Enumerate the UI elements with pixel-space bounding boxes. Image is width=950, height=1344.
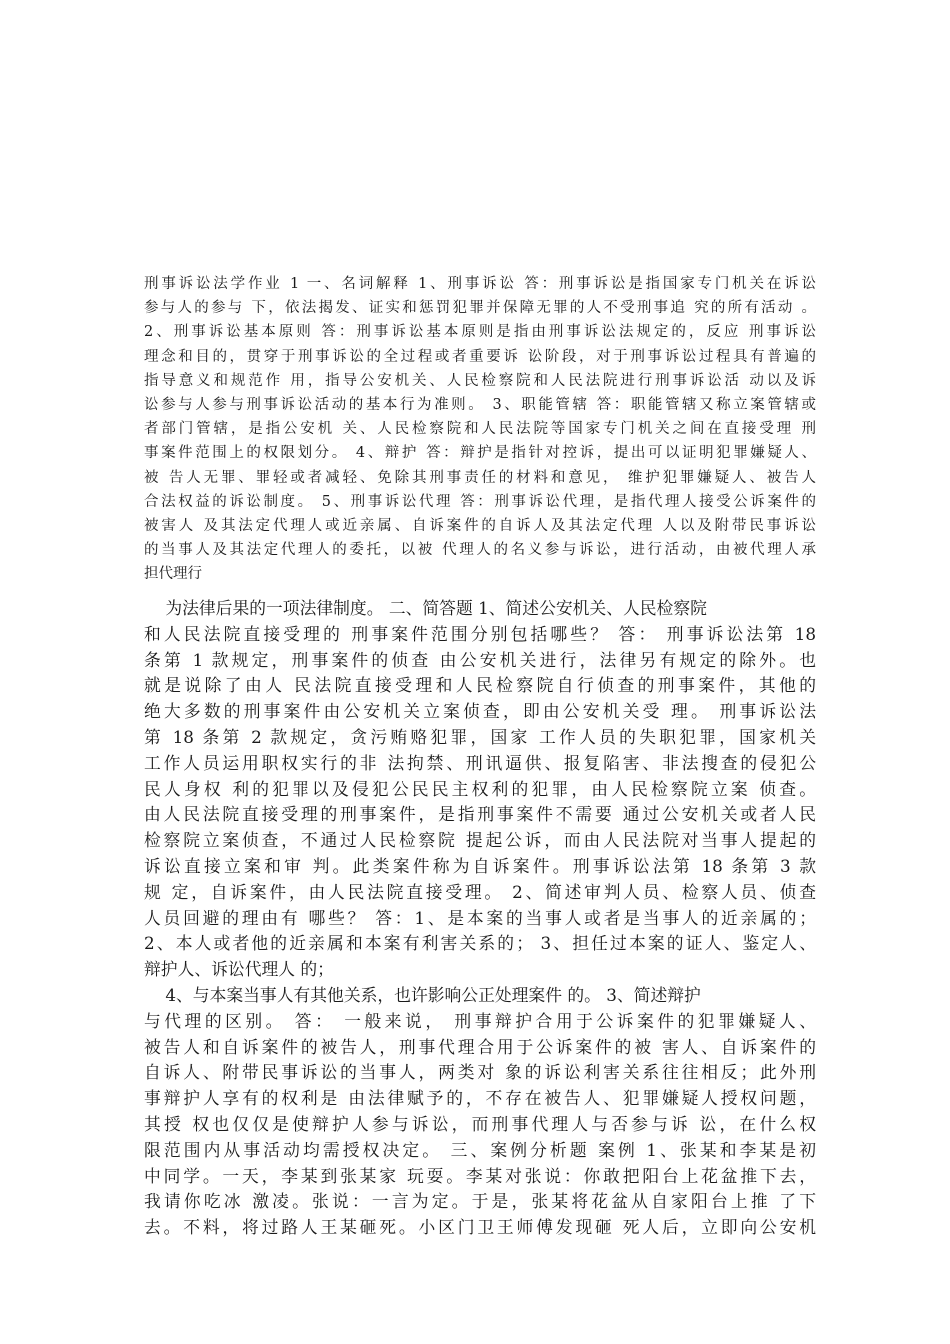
text-line: 被告人和自诉案件的被告人，刑事代理合用于公诉案件的被 害人、自诉案件的 bbox=[144, 1036, 816, 1057]
text-line: 被 告人无罪、罪轻或者减轻、免除其刑事责任的材料和意见， 维护犯罪嫌疑人、被告人 bbox=[144, 469, 816, 486]
text-line: 4、与本案当事人有其他关系，也许影响公正处理案件 的。 3、简述辩护 bbox=[144, 984, 701, 1005]
text-line: 事辩护人享有的权利是 由法律赋予的，不存在被告人、犯罪嫌疑人授权问题， bbox=[144, 1088, 816, 1109]
text-line: 参与人的参与 下，依法揭发、证实和惩罚犯罪并保障无罪的人不受刑事追 究的所有活动 。 bbox=[144, 300, 816, 317]
document-text-block-large bbox=[144, 596, 816, 1241]
text-line: 2、本人或者他的近亲属和本案有利害关系的； 3、担任过本案的证人、鉴定人、 bbox=[144, 933, 816, 954]
text-line: 条第 1 款规定，刑事案件的侦查 由公安机关进行，法律另有规定的除外。也 bbox=[144, 649, 816, 670]
text-line: 与代理的区别。 答： 一般来说， 刑事辩护合用于公诉案件的犯罪嫌疑人、 bbox=[144, 1010, 816, 1031]
text-line: 合法权益的诉讼制度。 5、刑事诉讼代理 答：刑事诉讼代理，是指代理人接受公诉案件的 bbox=[144, 493, 816, 510]
text-line: 就是说除了由人 民法院直接受理和人民检察院自行侦查的刑事案件，其他的 bbox=[144, 675, 816, 696]
text-line: 担代理行 bbox=[144, 566, 202, 583]
text-line: 刑事诉讼法学作业 1 一、名词解释 1、刑事诉讼 答：刑事诉讼是指国家专门机关在诉讼 bbox=[144, 276, 816, 292]
text-line: 限范围内从事活动均需授权决定。 三、案例分析题 案例 1、张某和李某是初 bbox=[144, 1139, 816, 1160]
text-line: 我请你吃冰 激凌。张说：一言为定。于是，张某将花盆从自家阳台上推 了下 bbox=[144, 1191, 816, 1212]
text-line: 者部门管辖，是指公安机 关、人民检察院和人民法院等国家专门机关之间在直接受理 刑 bbox=[144, 421, 816, 438]
text-line: 为法律后果的一项法律制度。 二、简答题 1、简述公安机关、人民检察院 bbox=[144, 598, 707, 618]
text-line: 民人身权 利的犯罪以及侵犯公民民主权利的犯罪，由人民检察院立案 侦查。 bbox=[144, 778, 816, 799]
text-line: 其授 权也仅仅是使辩护人参与诉讼，而刑事代理人与否参与诉 讼，在什么权 bbox=[144, 1113, 816, 1134]
text-line: 中同学。一天，李某到张某家 玩耍。李某对张说：你敢把阳台上花盆推下去， bbox=[144, 1165, 816, 1186]
text-line: 事案件范围上的权限划分。 4、辩护 答：辩护是指针对控诉，提出可以证明犯罪嫌疑人、 bbox=[144, 445, 816, 462]
text-line: 检察院立案侦查，不通过人民检察院 提起公诉，而由人民法院对当事人提起的 bbox=[144, 830, 816, 851]
text-line: 人员回避的理由有 哪些？ 答：1、是本案的当事人或者是当事人的近亲属的； bbox=[144, 907, 816, 928]
text-line: 2、刑事诉讼基本原则 答：刑事诉讼基本原则是指由刑事诉讼法规定的，反应 刑事诉讼 bbox=[144, 324, 816, 341]
text-line: 工作人员运用职权实行的非 法拘禁、刑讯逼供、报复陷害、非法搜查的侵犯公 bbox=[144, 752, 816, 773]
text-line: 绝大多数的刑事案件由公安机关立案侦查，即由公安机关受 理。 刑事诉讼法 bbox=[144, 701, 816, 722]
text-line: 自诉人、附带民事诉讼的当事人，两类对 象的诉讼利害关系往往相反；此外刑 bbox=[144, 1062, 816, 1083]
text-line: 诉讼直接立案和审 判。此类案件称为自诉案件。刑事诉讼法第 18 条第 3 款 bbox=[144, 855, 816, 876]
document-text-block-small bbox=[144, 272, 816, 587]
text-line: 被害人 及其法定代理人或近亲属、自诉案件的自诉人及其法定代理 人以及附带民事诉讼 bbox=[144, 518, 816, 535]
text-line: 讼参与人参与刑事诉讼活动的基本行为准则。 3、职能管辖 答：职能管辖又称立案管辖或 bbox=[144, 397, 816, 414]
text-line: 去。不料，将过路人王某砸死。小区门卫王师傅发现砸 死人后，立即向公安机 bbox=[144, 1217, 816, 1238]
text-line: 规 定，自诉案件，由人民法院直接受理。 2、简述审判人员、检察人员、侦查 bbox=[144, 881, 816, 902]
text-line: 第 18 条第 2 款规定，贪污贿赂犯罪，国家 工作人员的失职犯罪，国家机关 bbox=[144, 726, 816, 747]
text-line: 和人民法院直接受理的 刑事案件范围分别包括哪些？ 答： 刑事诉讼法第 18 bbox=[144, 623, 816, 644]
text-line: 由人民法院直接受理的刑事案件，是指刑事案件不需要 通过公安机关或者人民 bbox=[144, 804, 816, 825]
text-line: 理念和目的，贯穿于刑事诉讼的全过程或者重要诉 讼阶段，对于刑事诉讼过程具有普遍的 bbox=[144, 348, 816, 365]
text-line: 辩护人、诉讼代理人 的； bbox=[144, 959, 334, 980]
text-line: 的当事人及其法定代理人的委托，以被 代理人的名义参与诉讼，进行活动，由被代理人承 bbox=[144, 542, 816, 559]
text-line: 指导意义和规范作 用，指导公安机关、人民检察院和人民法院进行刑事诉讼活 动以及诉 bbox=[144, 372, 816, 389]
